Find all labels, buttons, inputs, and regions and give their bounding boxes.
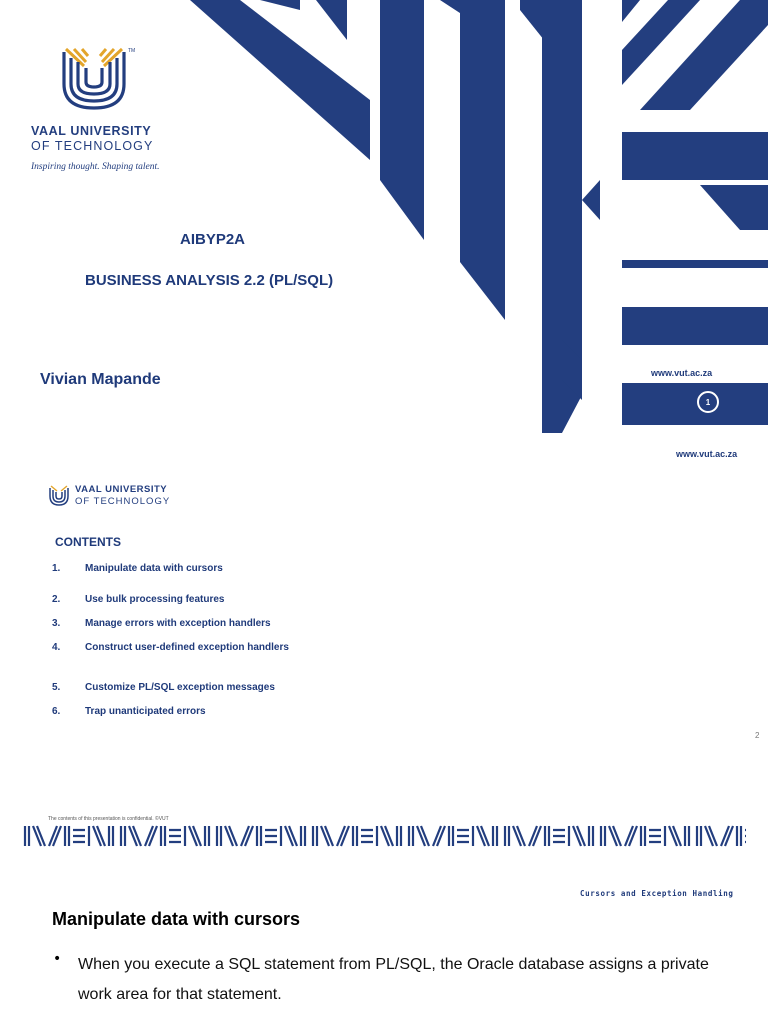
item-text: Use bulk processing features — [85, 594, 225, 605]
author-name: Vivian Mapande — [40, 371, 161, 388]
vut-logo — [30, 44, 170, 120]
item-number: 1. — [52, 563, 61, 574]
contents-heading: CONTENTS — [55, 535, 121, 549]
page-number: 2 — [755, 731, 760, 740]
tagline: Inspiring thought. Shaping talent. — [31, 162, 160, 172]
item-text: Construct user-defined exception handlers — [85, 642, 289, 653]
university-name-line2: OF TECHNOLOGY — [75, 496, 171, 507]
item-number: 2. — [52, 594, 61, 605]
item-text: Manipulate data with cursors — [85, 563, 223, 574]
bullet-text: When you execute a SQL statement from PL/SQL, the Oracle database assigns a private work area for that statement. — [78, 956, 709, 1003]
university-name-line2: OF TECHNOLOGY — [31, 139, 154, 153]
university-name-line1: VAAL UNIVERSITY — [75, 484, 168, 495]
vut-emblem-icon — [47, 485, 71, 507]
content-slide — [0, 810, 768, 1024]
item-text: Manage errors with exception handlers — [85, 618, 271, 629]
contents-slide — [0, 433, 768, 858]
item-number: 3. — [52, 618, 61, 629]
page-number: 1 — [697, 391, 719, 413]
section-label: Cursors and Exception Handling — [580, 889, 734, 898]
slide-title: Manipulate data with cursors — [52, 909, 301, 929]
confidential-note: The contents of this presentation is confidential. ©VUT — [48, 816, 169, 822]
item-text: Trap unanticipated errors — [85, 706, 206, 717]
svg-text:TM: TM — [128, 48, 136, 54]
university-name-line1: VAAL UNIVERSITY — [31, 124, 152, 138]
course-title: BUSINESS ANALYSIS 2.2 (PL/SQL) — [85, 272, 334, 289]
item-number: 6. — [52, 706, 61, 717]
title-slide — [0, 0, 768, 433]
website-link[interactable]: www.vut.ac.za — [676, 449, 738, 459]
item-number: 5. — [52, 682, 61, 693]
course-code: AIBYP2A — [180, 231, 246, 248]
item-text: Customize PL/SQL exception messages — [85, 682, 275, 693]
vut-emblem-icon — [30, 44, 140, 116]
decorative-pattern-band — [23, 824, 746, 848]
item-number: 4. — [52, 642, 61, 653]
website-link[interactable]: www.vut.ac.za — [651, 368, 713, 378]
bullet-icon: • — [53, 951, 62, 967]
